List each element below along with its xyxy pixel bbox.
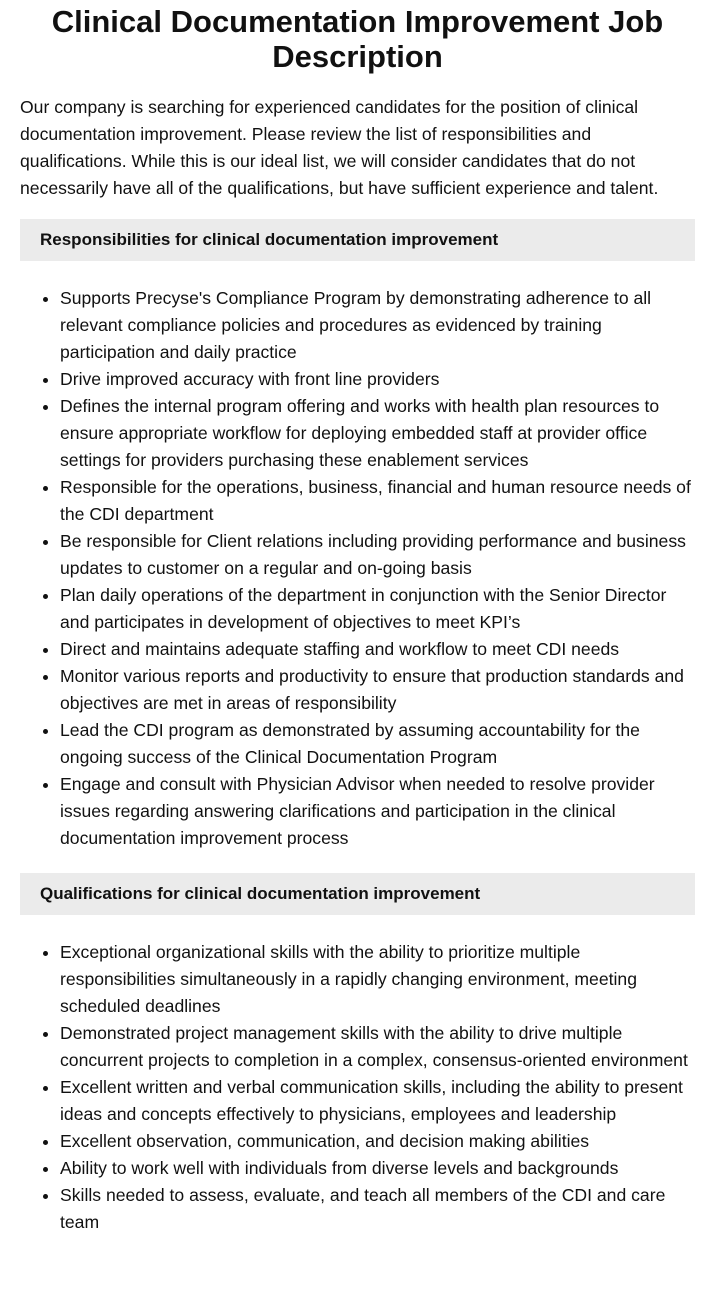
list-item: • Excellent written and verbal communication skills, including the ability to present ideas and concepts effectively to physicians, employees and leadership [60,1074,695,1128]
list-item: • Engage and consult with Physician Advisor when needed to resolve provider issues regarding answering clarifications and participation in the clinical documentation improvement process [60,771,695,852]
list-item: • Monitor various reports and productivity to ensure that production standards and objectives are met in areas of responsibility [60,663,695,717]
list-item: • Be responsible for Client relations including providing performance and business updates to customer on a regular and on-going basis [60,528,695,582]
intro-paragraph: Our company is searching for experienced candidates for the position of clinical documentation improvement. Please review the list of responsibilities and qualifications. While this is our ideal list, we will consider candidates that do not necessarily have all of the qualifications, but have sufficient experience and talent. [20,97,659,198]
page-title: Clinical Documentation Improvement Job Description [51,4,664,74]
list-item: • Excellent observation, communication, and decision making abilities [60,1128,695,1155]
list-item: • Supports Precyse's Compliance Program by demonstrating adherence to all relevant compliance policies and procedures as evidenced by training participation and daily practice [60,285,695,366]
responsibilities-heading: Responsibilities for clinical documentation improvement [20,219,695,261]
qualifications-heading: Qualifications for clinical documentation improvement [20,873,695,915]
list-item: • Ability to work well with individuals from diverse levels and backgrounds [60,1155,695,1182]
list-item: • Skills needed to assess, evaluate, and teach all members of the CDI and care team [60,1182,695,1236]
list-item: • Exceptional organizational skills with the ability to prioritize multiple responsibilities simultaneously in a rapidly changing environment, meeting scheduled deadlines [60,939,695,1020]
list-item: • Plan daily operations of the department in conjunction with the Senior Director and participates in development of objectives to meet KPI’s [60,582,695,636]
list-item: • Demonstrated project management skills with the ability to drive multiple concurrent projects to completion in a complex, consensus-oriented environment [60,1020,695,1074]
list-item: • Drive improved accuracy with front line providers [60,366,695,393]
qualifications-list [20,939,695,1236]
list-item: • Responsible for the operations, business, financial and human resource needs of the CDI department [60,474,695,528]
list-item: • Lead the CDI program as demonstrated by assuming accountability for the ongoing success of the Clinical Documentation Program [60,717,695,771]
list-item: • Direct and maintains adequate staffing and workflow to meet CDI needs [60,636,695,663]
responsibilities-list [20,285,695,852]
list-item: • Defines the internal program offering and works with health plan resources to ensure appropriate workflow for deploying embedded staff at provider office settings for providers purchasing these enablement services [60,393,695,474]
job-description [0,4,720,1236]
